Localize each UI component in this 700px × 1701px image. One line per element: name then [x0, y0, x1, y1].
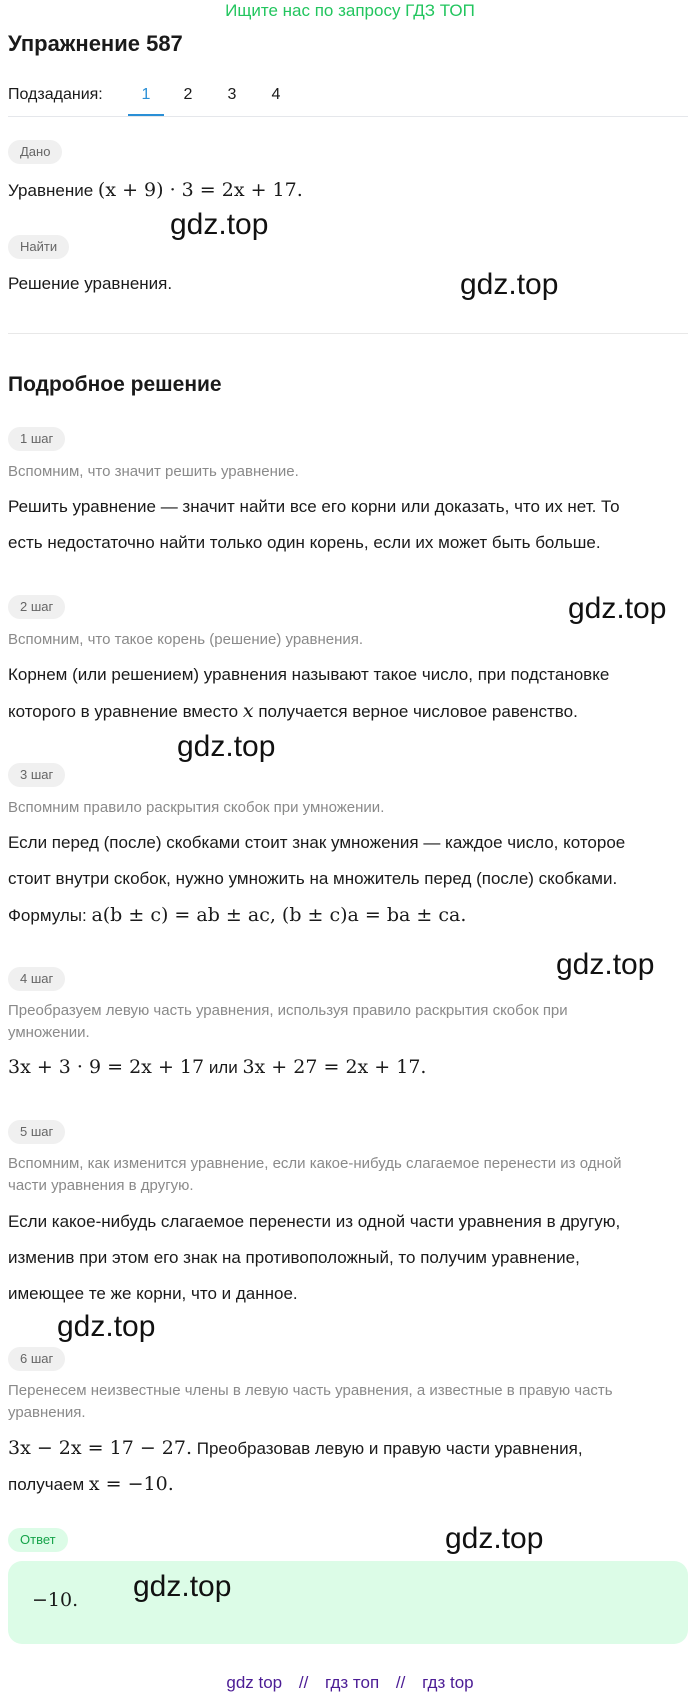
step-3-formula-row — [8, 897, 466, 934]
step-4-pill: 4 шаг — [8, 967, 65, 991]
step-1-line-1: Решить уравнение — значит найти все его корни или доказать, что их нет. То — [8, 497, 620, 516]
step-6-row-2 — [8, 1466, 174, 1503]
answer-value: −10. — [32, 1589, 79, 1611]
footer-link-gdz-top[interactable]: gdz top — [226, 1673, 283, 1692]
tab-subtask-1[interactable]: 1 — [128, 86, 164, 116]
given-text: Уравнение — [8, 181, 94, 200]
watermark: gdz.top — [177, 730, 276, 763]
step-4-hint-1: Преобразуем левую часть уравнения, используя правило раскрытия скобок при — [8, 1002, 568, 1019]
step-4-math-row — [8, 1049, 426, 1086]
step-4-hint-2: умножении. — [8, 1024, 90, 1041]
watermark: gdz.top — [170, 208, 269, 241]
solution-title: Подробное решение — [8, 373, 222, 396]
step-3-formula: a(b ± c) = ab ± ac, (b ± c)a = ba ± ca. — [91, 904, 467, 926]
step-2-variable: x — [242, 700, 254, 722]
promo-banner[interactable]: Ищите нас по запросу ГДЗ ТОП — [225, 1, 475, 20]
answer-box — [8, 1561, 688, 1644]
step-6-row-1 — [8, 1430, 583, 1467]
watermark: gdz.top — [133, 1570, 232, 1603]
footer-links — [0, 1673, 700, 1693]
subtasks-label: Подзадания: — [8, 86, 103, 103]
step-6-hint-2: уравнения. — [8, 1404, 86, 1421]
step-6-equation: 3x − 2x = 17 − 27. — [8, 1437, 192, 1459]
step-2-hint: Вспомним, что такое корень (решение) уравнения. — [8, 631, 364, 648]
step-5-pill: 5 шаг — [8, 1120, 65, 1144]
footer-separator: // — [298, 1673, 309, 1692]
step-6-result: x = −10. — [88, 1473, 174, 1495]
step-4-equation-1: 3x + 3 · 9 = 2x + 17 — [8, 1056, 205, 1078]
subtasks-bar — [8, 80, 688, 117]
step-1-line-2: есть недостаточно найти только один корень, если их может быть больше. — [8, 533, 601, 552]
step-2-line-1: Корнем (или решением) уравнения называют такое число, при подстановке — [8, 665, 610, 684]
watermark: gdz.top — [57, 1310, 156, 1343]
section-divider — [8, 333, 688, 334]
step-3-line-2: стоит внутри скобок, нужно умножить на множитель перед (после) скобками. — [8, 869, 618, 888]
watermark: gdz.top — [568, 592, 667, 625]
given-pill: Дано — [8, 140, 62, 164]
find-text: Решение уравнения. — [8, 274, 173, 293]
step-6-hint-1: Перенесем неизвестные члены в левую часть уравнения, а известные в правую часть — [8, 1382, 613, 1399]
given-row — [8, 172, 303, 209]
step-4-connector: или — [208, 1058, 238, 1077]
watermark: gdz.top — [445, 1522, 544, 1555]
step-6-text-2: получаем — [8, 1475, 85, 1494]
step-2-line-2 — [8, 693, 578, 730]
find-pill: Найти — [8, 235, 69, 259]
watermark: gdz.top — [460, 268, 559, 301]
step-5-line-2: изменив при этом его знак на противоположный, то получим уравнение, — [8, 1248, 580, 1267]
step-1-hint: Вспомним, что значит решить уравнение. — [8, 463, 299, 480]
step-1-pill: 1 шаг — [8, 427, 65, 451]
step-3-pill: 3 шаг — [8, 763, 65, 787]
step-2-line-2a: которого в уравнение вместо — [8, 702, 239, 721]
step-4-equation-2: 3x + 27 = 2x + 17. — [242, 1056, 427, 1078]
given-equation: (x + 9) · 3 = 2x + 17. — [97, 179, 303, 201]
step-6-pill: 6 шаг — [8, 1347, 65, 1371]
answer-pill: Ответ — [8, 1528, 68, 1552]
step-3-hint: Вспомним правило раскрытия скобок при умножении. — [8, 799, 385, 816]
step-6-text-1: Преобразовав левую и правую части уравнения, — [196, 1439, 583, 1458]
tab-subtask-2[interactable]: 2 — [183, 86, 193, 103]
page-title: Упражнение 587 — [8, 31, 183, 56]
step-2-line-2b: получается верное числовое равенство. — [258, 702, 578, 721]
step-2-pill: 2 шаг — [8, 595, 65, 619]
step-5-hint-1: Вспомним, как изменится уравнение, если какое-нибудь слагаемое перенести из одной — [8, 1155, 622, 1172]
footer-link-gdz-top-ru[interactable]: гдз топ — [325, 1673, 380, 1692]
footer-link-gdz-top-mixed[interactable]: гдз top — [422, 1673, 474, 1692]
tab-subtask-3[interactable]: 3 — [227, 86, 237, 103]
tab-subtask-4[interactable]: 4 — [271, 86, 281, 103]
watermark: gdz.top — [556, 948, 655, 981]
step-3-line-1: Если перед (после) скобками стоит знак умножения — каждое число, которое — [8, 833, 626, 852]
step-3-formula-label: Формулы: — [8, 906, 87, 925]
footer-separator: // — [395, 1673, 406, 1692]
step-5-line-1: Если какое-нибудь слагаемое перенести из одной части уравнения в другую, — [8, 1212, 621, 1231]
step-5-line-3: имеющее те же корни, что и данное. — [8, 1284, 298, 1303]
step-5-hint-2: части уравнения в другую. — [8, 1177, 194, 1194]
